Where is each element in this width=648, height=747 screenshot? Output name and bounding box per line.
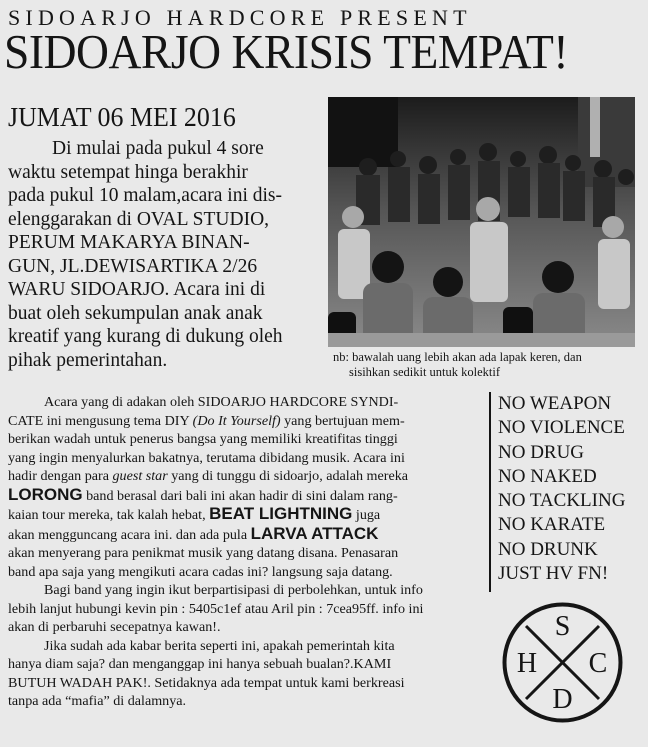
logo-letter-top: S	[554, 611, 571, 642]
intro-line: buat oleh sekumpulan anak anak	[8, 302, 263, 324]
rules-list	[489, 392, 639, 592]
diy-italic: (Do It Yourself)	[192, 412, 281, 429]
intro-line: kreatif yang kurang di dukung oleh	[8, 326, 283, 347]
body-line: akan di perbaruhi secepatnya kawan!.	[8, 619, 221, 635]
logo-letter-left: H	[516, 648, 538, 679]
caption-line: nb: bawalah uang lebih akan ada lapak keren, dan	[333, 350, 582, 364]
intro-line: WARU SIDOARJO. Acara ini di	[8, 279, 266, 300]
body-line: akan mengguncang acara ini. dan ada pula LARVA ATTACK	[8, 523, 379, 543]
body-line: tanpa ada “mafia” di dalamnya.	[8, 693, 187, 709]
guest-star-italic: guest star	[112, 468, 168, 484]
page-title: SIDOARJO KRISIS TEMPAT!	[4, 24, 569, 79]
intro-line: GUN, JL.DEWISARTIKA 2/26	[8, 255, 258, 277]
logo-letter-bottom: D	[552, 684, 573, 715]
body-line: BUTUH WADAH PAK!. Setidaknya ada tempat untuk kami berkreasi	[8, 674, 405, 691]
body-line: band apa saja yang mengikuti acara cadas ini? langsung saja datang.	[8, 563, 393, 580]
body-line: hanya diam saja? dan menganggap ini hanya sebuah bualan?.KAMI	[8, 656, 392, 672]
body-line: LORONG band berasal dari bali ini akan hadir di sini dalam rang-	[8, 484, 398, 504]
rule-item: NO WEAPON	[498, 393, 612, 414]
intro-line: Di mulai pada pukul 4 sore	[52, 138, 264, 159]
band-larva-attack: LARVA ATTACK	[250, 523, 379, 543]
intro-paragraph	[8, 137, 326, 372]
body-line: Jika sudah ada kabar berita seperti ini, apakah pemerintah kita	[44, 637, 395, 654]
crowd-photo-illustration	[328, 97, 635, 347]
rule-item: NO KARATE	[498, 514, 606, 536]
intro-line: pada pukul 10 malam,acara ini dis-	[8, 185, 282, 206]
intro-line: PERUM MAKARYA BINAN-	[8, 232, 250, 253]
event-date: JUMAT 06 MEI 2016	[8, 102, 236, 132]
band-lorong: LORONG	[8, 484, 83, 504]
crowd-photo	[328, 97, 635, 347]
body-line: berikan wadah untuk penerus bangsa yang memiliki kreatifitas tinggi	[8, 431, 398, 447]
rule-item: NO VIOLENCE	[498, 417, 625, 439]
body-line: yang ingin menyalurkan bakatnya, terutama dibidang musik. Acara ini	[8, 449, 405, 466]
intro-line: elenggarakan di OVAL STUDIO,	[8, 208, 270, 230]
photo-caption	[333, 350, 645, 380]
logo-letter-right: C	[588, 648, 608, 679]
body-line: akan menyerang para penikmat musik yang datang disana. Penasaran	[8, 545, 399, 561]
rule-item: NO TACKLING	[498, 490, 626, 512]
intro-line: pihak pemerintahan.	[8, 349, 168, 371]
band-beat-lightning: BEAT LIGHTNING	[209, 504, 353, 523]
shsd-logo	[500, 600, 625, 725]
rule-item: NO NAKED	[498, 465, 597, 487]
rule-item: JUST HV FN!	[498, 563, 609, 585]
presenter-line: SIDOARJO HARDCORE PRESENT	[8, 5, 472, 30]
rule-item: NO DRUNK	[498, 538, 598, 560]
caption-line: sisihkan sedikit untuk kolektif	[349, 365, 501, 379]
rule-item: NO DRUG	[498, 441, 585, 463]
body-line: kaian tour mereka, tak kalah hebat, BEAT LIGHTNING juga	[8, 504, 381, 523]
body-line: Acara yang di adakan oleh SIDOARJO HARDCORE SYNDI-	[44, 394, 399, 410]
body-line: lebih lanjut hubungi kevin pin : 5405c1ef atau Aril pin : 7cea95ff. info ini	[8, 600, 424, 617]
body-line: hadir dengan para guest star yang di tunggu di sidoarjo, adalah mereka	[8, 468, 409, 484]
intro-line: waktu setempat hinga berakhir	[8, 161, 248, 183]
body-line: Bagi band yang ingin ikut berpartisipasi di perbolehkan, untuk info	[44, 582, 423, 598]
body-line: CATE ini mengusung tema DIY (Do It Yourself) yang bertujuan mem-	[8, 412, 405, 429]
body-text	[8, 393, 486, 711]
